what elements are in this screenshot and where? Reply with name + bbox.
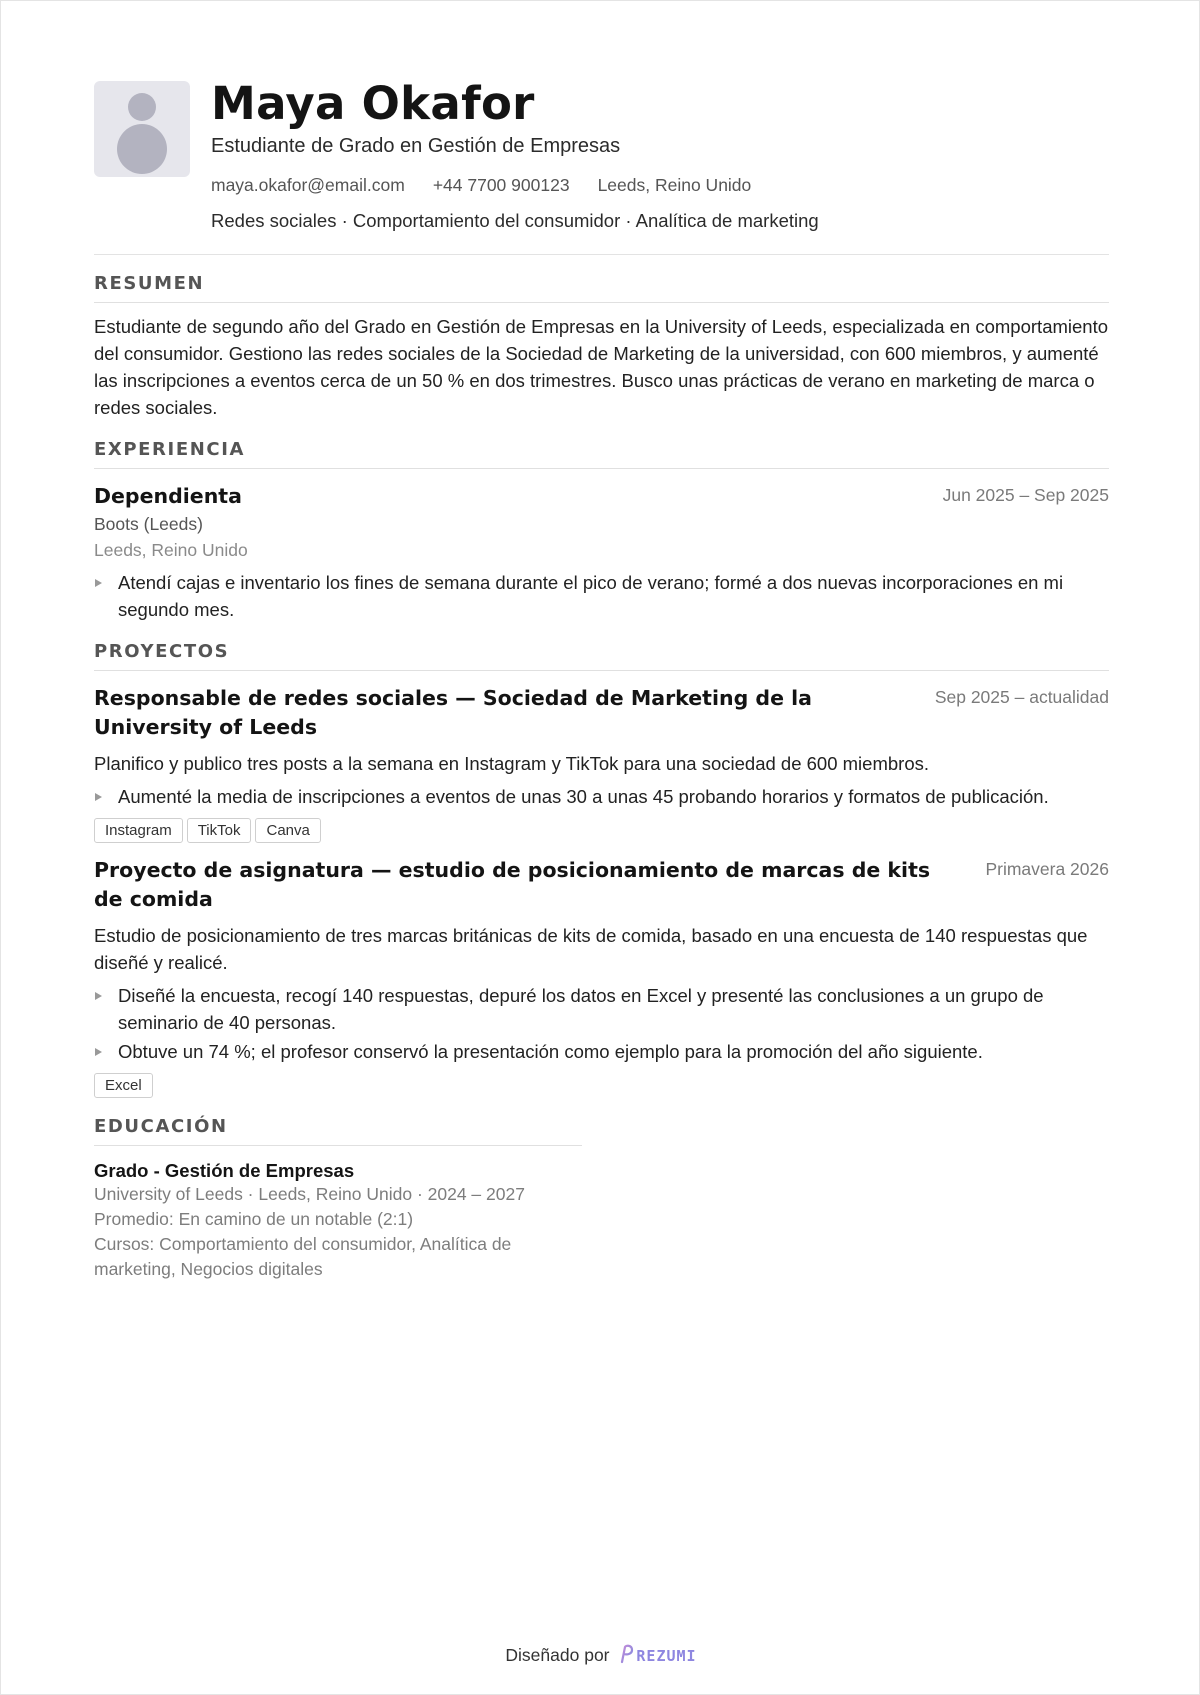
summary-text: Estudiante de segundo año del Grado en Gestión de Empresas en la University of Leeds, especializada en comportamiento del consumidor. Gestiono las redes sociales de la Sociedad de Marketing de la universidad, con 600 miembros, y aumenté las inscripciones a eventos cerca de un 50 % en dos trimestres. Busco unas prácticas de verano en marketing de marca o redes sociales.: [94, 316, 1109, 418]
footer-designed-by: Diseñado por: [505, 1645, 610, 1665]
experience-entry: [94, 482, 1109, 623]
resume-content: [94, 77, 1109, 1282]
project-tags: [94, 818, 1109, 843]
project-tags: [94, 1073, 1109, 1098]
keywords-line: Redes sociales · Comportamiento del consumidor · Analítica de marketing: [211, 210, 819, 231]
list-item: [94, 569, 1109, 623]
bullet-text: Diseñé la encuesta, recogí 140 respuestas, depuré los datos en Excel y presenté las conclusiones a un grupo de seminario de 40 personas.: [118, 985, 1044, 1033]
education-section: [94, 1116, 582, 1282]
project-entry: [94, 856, 1109, 1098]
bullet-text: Atendí cajas e inventario los fines de semana durante el pico de verano; formé a dos nuevas incorporaciones en mi segundo mes.: [118, 572, 1064, 620]
education-institution: University of Leeds · Leeds, Reino Unido · 2024 – 2027: [94, 1184, 525, 1204]
section-title-education: EDUCACIÓN: [94, 1116, 582, 1146]
tag: TikTok: [187, 818, 252, 843]
avatar-body-shape: [117, 124, 167, 174]
project-name: Responsable de redes sociales — Sociedad de Marketing de la University of Leeds: [94, 686, 812, 739]
footer-brand[interactable]: REZUMI: [636, 1647, 697, 1665]
list-item: [94, 783, 1109, 810]
tag: Excel: [94, 1073, 153, 1098]
list-item: [94, 1038, 1109, 1065]
candidate-name: Maya Okafor: [211, 77, 535, 130]
project-name: Proyecto de asignatura — estudio de posicionamiento de marcas de kits de comida: [94, 858, 931, 911]
tag: Instagram: [94, 818, 183, 843]
section-title-projects: PROYECTOS: [94, 641, 1109, 671]
experience-company: Boots (Leeds): [94, 514, 203, 534]
project-dates: Sep 2025 – actualidad: [934, 687, 1109, 707]
footer: [1, 1644, 1200, 1669]
contact-location: Leeds, Reino Unido: [597, 175, 752, 195]
rezumi-logo-icon: [618, 1644, 636, 1669]
contact-email[interactable]: maya.okafor@email.com: [211, 175, 405, 195]
header-divider: [94, 254, 1109, 255]
bullet-triangle-icon: [95, 1048, 102, 1056]
list-item: [94, 982, 1109, 1036]
bullet-text: Obtuve un 74 %; el profesor conservó la presentación como ejemplo para la promoción del año siguiente.: [118, 1041, 983, 1062]
bullet-triangle-icon: [95, 793, 102, 801]
education-degree: Grado - Gestión de Empresas: [94, 1160, 355, 1181]
section-title-experience: EXPERIENCIA: [94, 439, 1109, 469]
resume-header: [94, 77, 1109, 232]
project-bullets: [94, 982, 1109, 1065]
project-entry: [94, 684, 1109, 843]
bullet-triangle-icon: [95, 579, 102, 587]
avatar: [94, 81, 190, 177]
header-info: [211, 77, 819, 232]
project-description: Planifico y publico tres posts a la semana en Instagram y TikTok para una sociedad de 600 miembros.: [94, 753, 929, 774]
project-entry-head: [94, 684, 1109, 742]
education-gpa: Promedio: En camino de un notable (2:1): [94, 1209, 414, 1229]
bullet-text: Aumenté la media de inscripciones a eventos de unas 30 a unas 45 probando horarios y formatos de publicación.: [118, 786, 1049, 807]
project-entry-head: [94, 856, 1109, 914]
contact-row: [211, 175, 819, 196]
contact-phone[interactable]: +44 7700 900123: [432, 175, 570, 195]
project-bullets: [94, 783, 1109, 810]
bullet-triangle-icon: [95, 992, 102, 1000]
experience-bullets: [94, 569, 1109, 623]
tag: Canva: [255, 818, 320, 843]
section-title-summary: RESUMEN: [94, 273, 1109, 303]
project-dates: Primavera 2026: [985, 859, 1109, 879]
education-courses: Cursos: Comportamiento del consumidor, Analítica de marketing, Negocios digitales: [94, 1234, 512, 1279]
experience-entry-head: [94, 482, 1109, 511]
experience-role: Dependienta: [94, 484, 242, 508]
project-description: Estudio de posicionamiento de tres marcas británicas de kits de comida, basado en una encuesta de 140 respuestas que diseñé y realicé.: [94, 925, 1088, 973]
avatar-head-shape: [128, 93, 156, 121]
candidate-headline: Estudiante de Grado en Gestión de Empresas: [211, 135, 621, 157]
experience-location: Leeds, Reino Unido: [94, 540, 248, 560]
experience-dates: Jun 2025 – Sep 2025: [942, 485, 1109, 505]
